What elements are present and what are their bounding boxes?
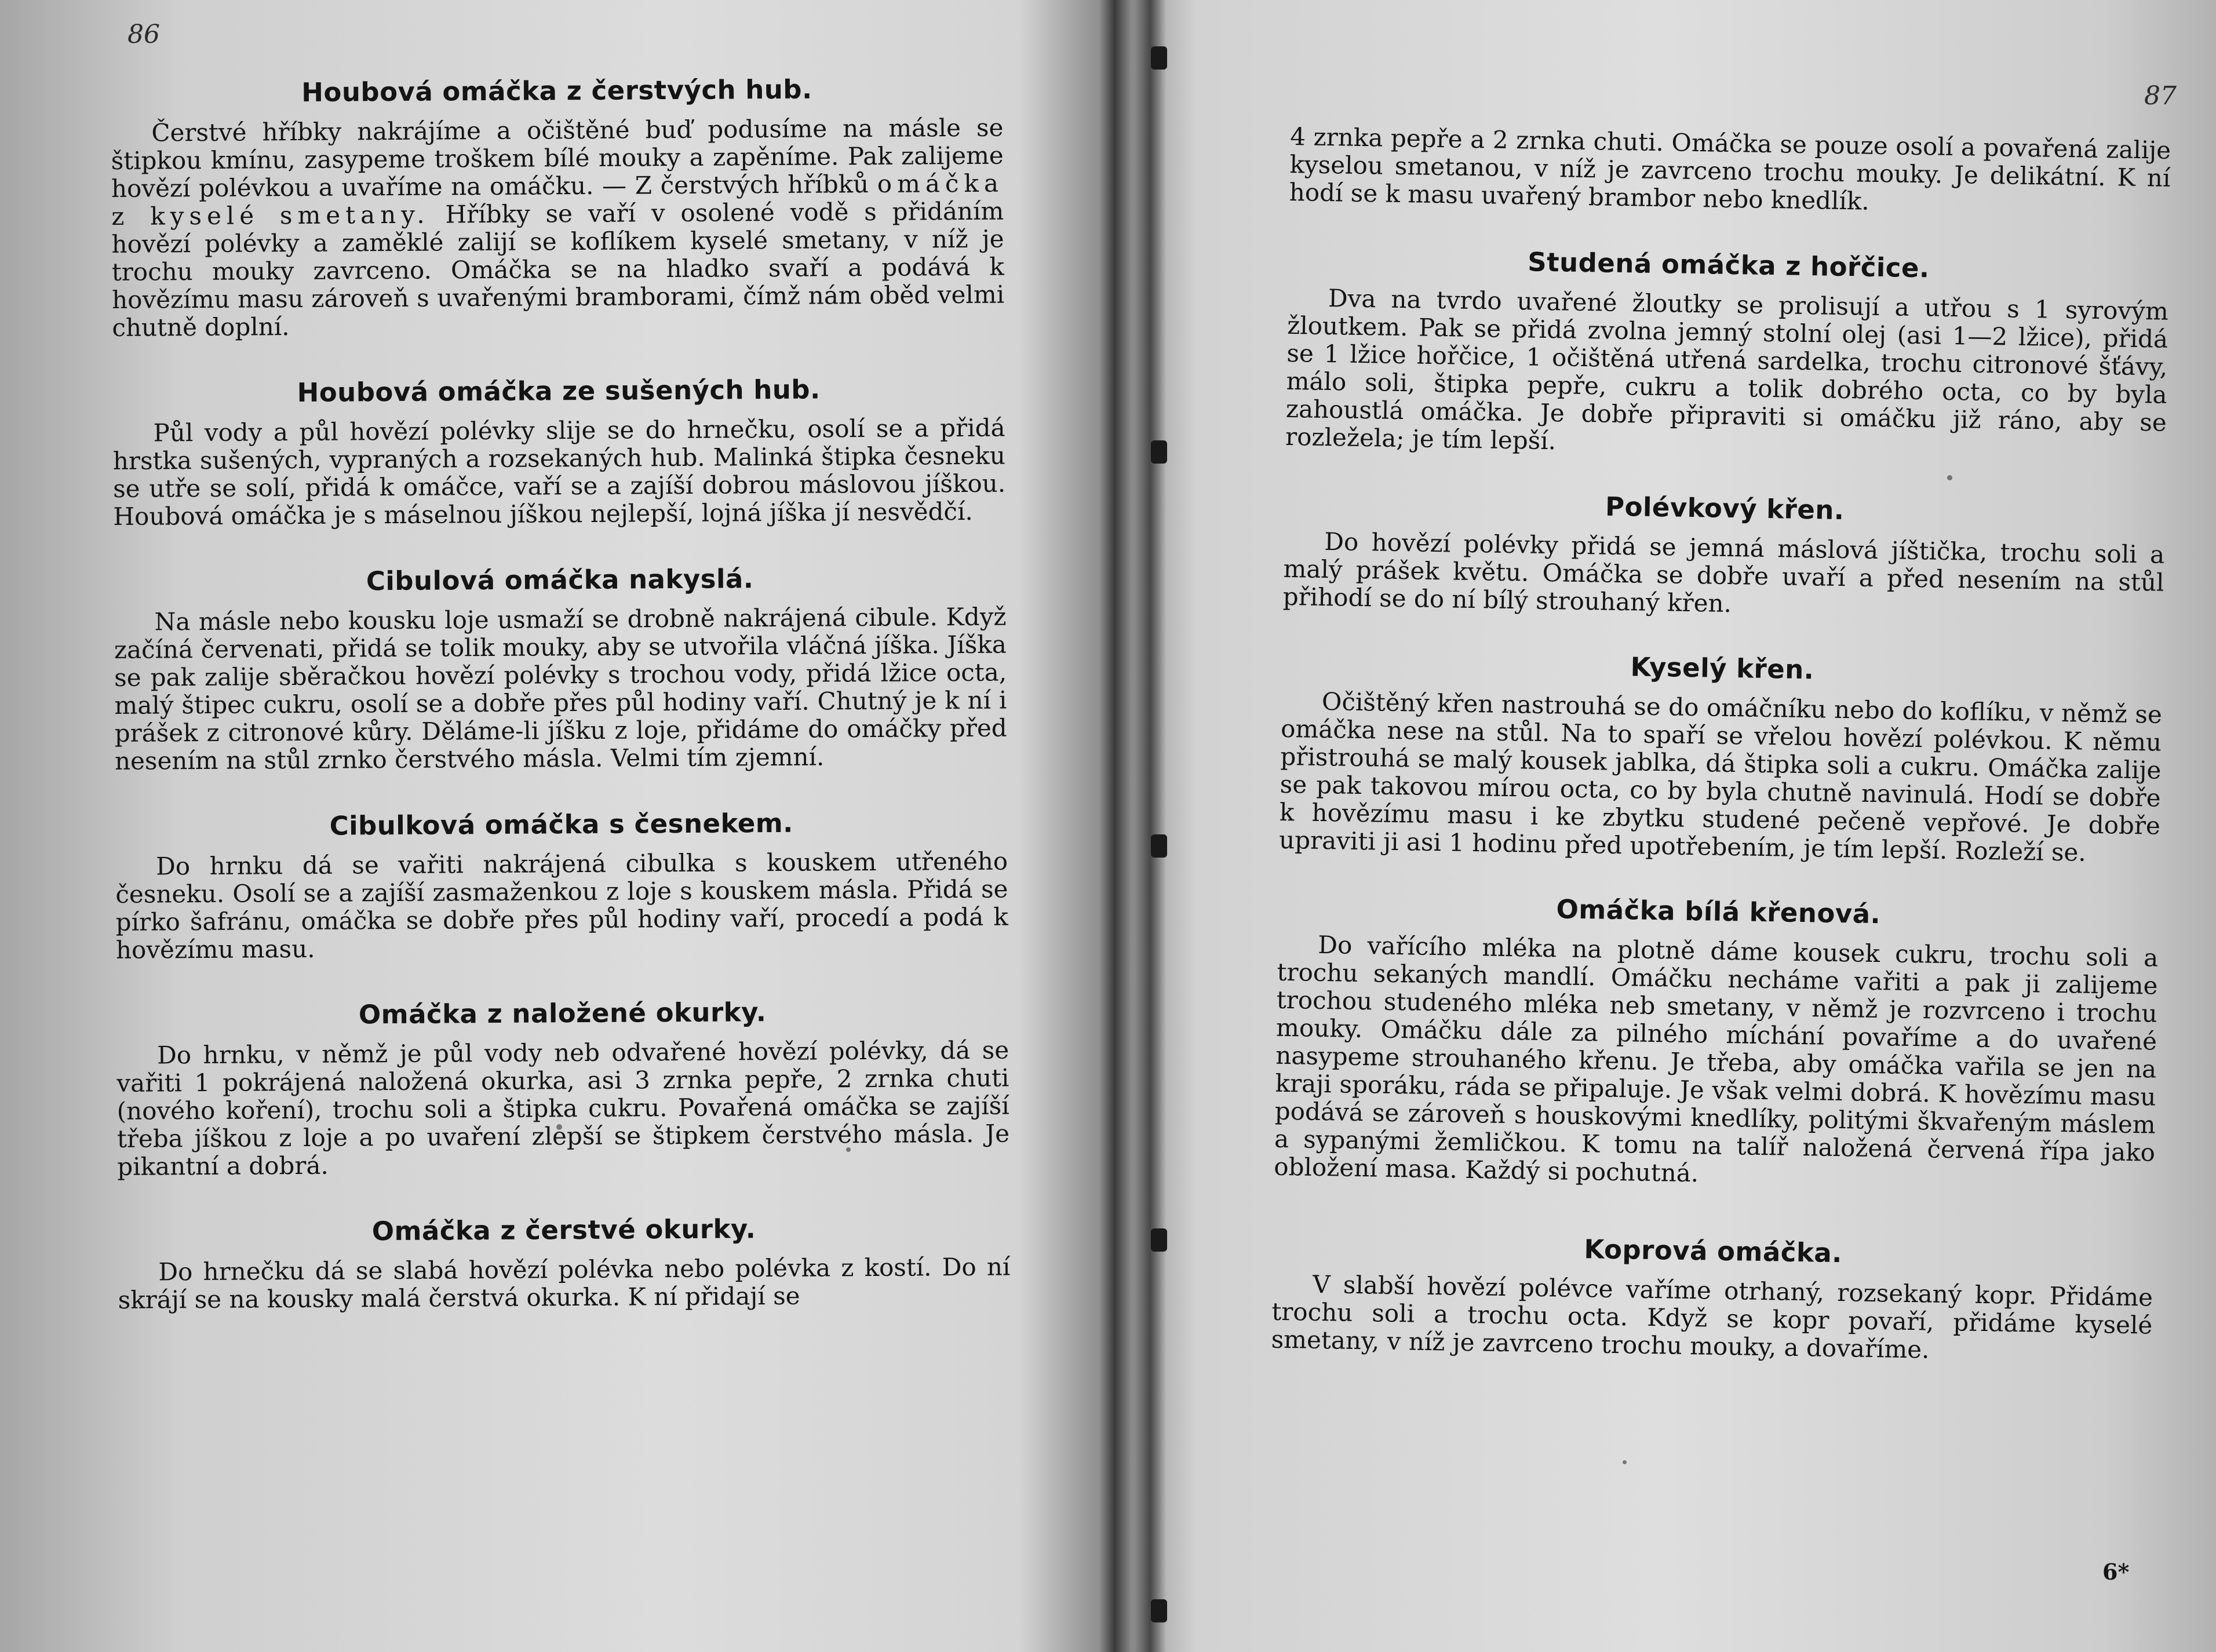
recipe-section <box>115 805 1009 964</box>
recipe-text: Očištěný křen nastrouhá se do omáčníku nebo do koflíku, v němž se omáčka nese na stůl. Na to spaří se vřelou hovězí polévkou. K němu přistrouhá se malý kousek jablka, dá štipka soli a cukru. Omáčka zalije se pak takovou mírou octa, co by byla chutně navinulá. Hodí se dobře k hovězímu masu i ke zbytku studené pečeně vepřové. Je dobře upraviti ji asi 1 hodinu před upotřebením, je tím lepší. Rozleží se. <box>1278 687 2163 867</box>
recipe-text: Do hrnku, v němž je půl vody neb odvařené hovězí polévky, dá se vařiti 1 pokrájená naložená okurka, asi 3 zrnka pepře, 2 zrnka chuti (nového koření), trochu soli a štipka cukru. Povařená omáčka se zajíší třeba jíškou z loje a po uvaření zlepší se štipkem čerstvého másla. Je pikantní a dobrá. <box>116 1035 1010 1181</box>
page-number-left: 86 <box>127 20 160 49</box>
recipe-text: Do hovězí polévky přidá se jemná máslová jíštička, trochu soli a malý prášek květu. Omáčka se dobře uvaří a před nesením na stůl přihodí se do ní bílý strouhaný křen. <box>1282 527 2165 618</box>
page-number-right: 87 <box>2144 81 2177 111</box>
recipe-text-part: Čerstvé hříbky nakrájíme a očištěné buď podusíme na másle se štipkou kmínu, zasypeme troškem bílé mouky a zapěníme. Pak zalijeme hovězí polévkou a uvaříme na omáčku. — Z čerstvých hříbků <box>111 113 1004 203</box>
recipe-section <box>114 560 1007 775</box>
recipe-text: Půl vody a půl hovězí polévky slije se do hrnečku, osolí se a přidá hrstka sušených, vypraných a rozsekaných hub. Malinká štipka česneku se utře se solí, přidá k omáčce, vaří se a zajíší dobrou máslovou jíškou. Houbová omáčka je s máselnou jíškou nejlepší, lojná jíška jí nesvědčí. <box>112 413 1006 531</box>
signature-mark: 6* <box>2102 1559 2130 1585</box>
recipe-title: Omáčka z čerstvé okurky. <box>371 1213 756 1247</box>
recipe-section <box>1279 644 2163 868</box>
recipe-title: Koprová omáčka. <box>1584 1234 1843 1269</box>
recipe-title: Omáčka bílá křenová. <box>1556 894 1881 930</box>
recipe-text: Dva na tvrdo uvařené žloutky se prolisují a utřou s 1 syrovým žloutkem. Pak se přidá zvolna jemný stolní olej (asi 1—2 lžice), přidá se 1 lžice hořčice, 1 očištěná utřená sardelka, trochu citronové šťávy, málo soli, štipka pepře, cukru a tolik dobrého octa, co by byla zahoustlá omáčka. Je dobře připraviti si omáčku již ráno, aby se rozleželа; je tím lepší. <box>1285 284 2169 455</box>
recipe-section <box>1274 888 2159 1195</box>
recipe-text-part: Hříbky se vaří v osolené vodě s přidáním hovězí polévky a zaměklé zalijí se koflíkem kyselé smetany, v níž je trochu mouky zavrceno. Omáčka se na hladko svaří a podává k hovězímu masu zároveň s uvařenými bramborami, čímž nám oběd velmi chutně doplní. <box>111 196 1005 342</box>
recipe-section <box>111 71 1005 342</box>
recipe-title: Cibulová omáčka nakyslá. <box>366 563 754 597</box>
recipe-text: Na másle nebo kousku loje usmaží se drobně nakrájená cibule. Když začíná červenati, přidá se tolik mouky, aby se utvořila vláčná jíška. Jíška se pak zalije sběračkou hovězí polévky s trochou vody, přidá lžice octa, malý štipec cukru, osolí se a dobře přes půl hodiny vaří. Chutný je k ní i prášek z citronové kůry. Děláme-li jíšku z loje, přidáme do omáčky před nesením na stůl zrnko čerstvého másla. Velmi tím zjemní. <box>114 602 1007 775</box>
binding-stitch <box>1151 46 1167 70</box>
binding-stitch <box>1151 1599 1167 1622</box>
continued-text: 4 zrnka pepře a 2 zrnka chuti. Omáčka se pouze osolí a povařená zalije kyselou smetanou, v níž je zavrceno trochu mouky. Je delikátní. K ní hodí se k masu uvařený brambor nebo knedlík. <box>1289 122 2171 216</box>
left-page <box>110 0 1011 1314</box>
right-page-text <box>1271 0 2173 1367</box>
binding-stitch <box>1151 1228 1167 1252</box>
recipe-title: Cibulková omáčka s česnekem. <box>329 807 793 841</box>
binding-stitch <box>1151 834 1167 858</box>
recipe-section <box>118 1210 1011 1314</box>
recipe-title: Houbová omáčka z čerstvých hub. <box>301 74 812 108</box>
recipe-text: Do vařícího mléka na plotně dáme kousek cukru, trochu soli a trochu sekaných mandlí. Omáčku necháme vařiti a pak ji zalijeme trochou studeného mléka neb smetany, v němž je rozvrceno i trochu mouky. Omáčku dále za pilného míchání povaříme a do uvařené nasypeme strouhaného křenu. Je třeba, aby omáčka vařila se jen na kraji sporáku, ráda se připaluje. Je však velmi dobrá. K hovězímu masu podává se zároveň s houskovými knedlíky, politými škvařeným máslem a sypanými žemličkou. K tomu na talíř naložená červená řípa jako obložení masa. Každý si pochutná. <box>1273 930 2159 1188</box>
recipe-text <box>111 114 1004 342</box>
right-page <box>1271 0 2173 1364</box>
recipe-title: Kyselý křen. <box>1630 651 1814 685</box>
recipe-section <box>1282 484 2165 625</box>
left-page-text <box>110 0 1011 1314</box>
recipe-title: Omáčka z naložené okurky. <box>358 997 767 1030</box>
recipe-title: Polévkový křen. <box>1605 491 1845 526</box>
recipe-text: Do hrnku dá se vařiti nakrájená cibulka s kouskem utřeného česneku. Osolí se a zajíší zasmaženkou z loje s kouskem másla. Přidá se pírko šafránu, omáčka se dobře přes půl hodiny vaří, procedí a podá k hovězímu masu. <box>115 847 1008 964</box>
book-gutter <box>1131 0 1166 1652</box>
recipe-title: Studená omáčka z hořčice. <box>1527 246 1930 284</box>
recipe-section <box>116 994 1010 1181</box>
binding-stitch <box>1151 440 1167 464</box>
recipe-text-spaced: omáčka z kyselé smetany. <box>111 169 1004 231</box>
recipe-text: V slabší hovězí polévce vaříme otrhaný, rozsekaný kopr. Přidáme trochu soli a trochu octa. Když se kopr povaří, přidáme kyselé smetany, v níž je zavrceno trochu mouky, a dovaříme. <box>1271 1270 2153 1364</box>
recipe-section <box>1285 241 2169 465</box>
recipe-section <box>112 371 1006 531</box>
recipe-text: Do hrnečku dá se slabá hovězí polévka nebo polévka z kostí. Do ní skrájí se na kousky malá čerstvá okurka. K ní přidají se <box>118 1252 1011 1314</box>
recipe-title: Houbová omáčka ze sušených hub. <box>297 374 821 409</box>
paper-speck <box>1623 1460 1627 1464</box>
recipe-section <box>1271 1227 2153 1367</box>
